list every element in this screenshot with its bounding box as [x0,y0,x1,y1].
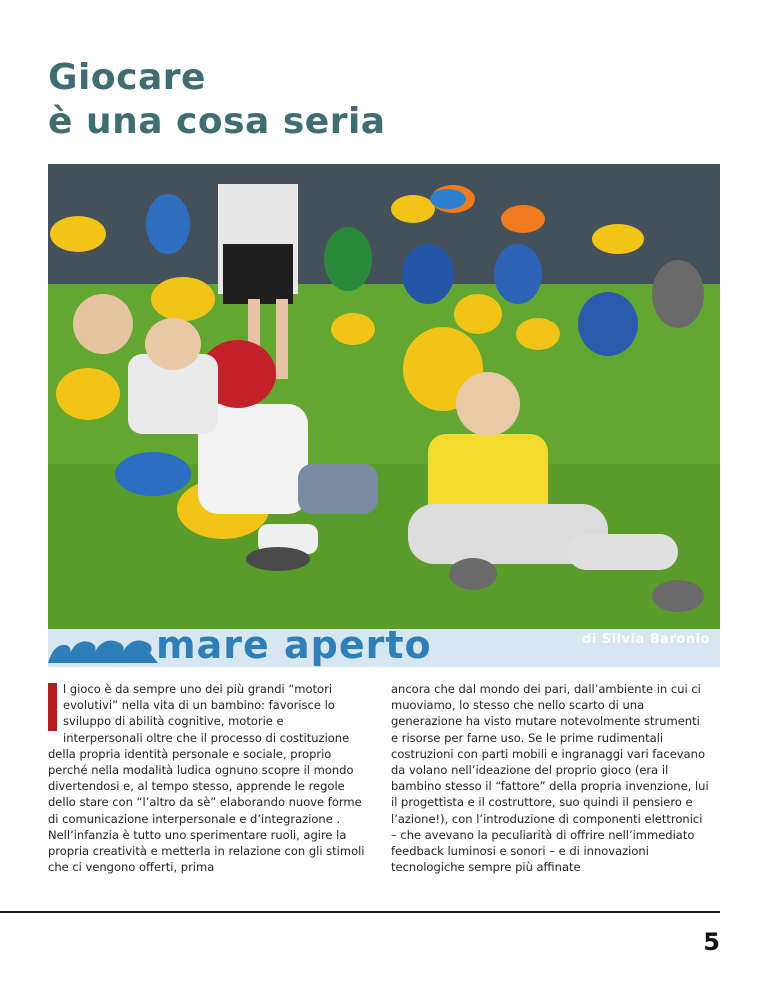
footer-rule [0,911,720,913]
paragraph: Nell’infanzia è tutto uno sperimentare ruoli, agire la propria creatività e metterla in relazione con gli stimoli che ci vengono offerti, prima [48,827,365,875]
photo-children-playing [48,164,720,629]
wave-icon [48,637,158,663]
page-number: 5 [703,928,720,956]
photo-illustration [48,164,720,629]
paragraph: l gioco è da sempre uno dei più grandi “motori evolutivi” nella vita di un bambino: favorisce lo sviluppo di abilità cognitive, motorie e interpersonali oltre che il processo di costituzione della propria identità personale e sociale, proprio perché nella modalità ludica ognuno scopre il mondo divertendosi e, al tempo stesso, apprende le regole dello stare con “l’altro da sè” elaborando nuove forme di comunicazione interpersonale e d’integrazione . [48,682,362,826]
section-banner [48,623,720,667]
title-line-2: è una cosa seria [48,101,386,142]
author-byline: di Silvia Baronio [582,632,710,647]
article-column-1 [48,681,366,875]
page-title [48,56,386,144]
dropcap-letter [48,683,57,731]
paragraph: ancora che dal mondo dei pari, dall’ambiente in cui ci muoviamo, lo stesso che nello scarto di una generazione ha visto mutare notevolmente strumenti e risorse per farne uso. Se le prime rudimentali costruzioni con parti mobili e ingranaggi vari facevano da volano nell’ideazione del proprio gioco (era il bambino stesso il “fattore” della propria invenzione, lui il progettista e il costruttore, suo quindi il pensiero e l’azione!), con l’introduzione di componenti elettronici – che avevano la peculiarità di offrire nell’immediato feedback luminosi e sonori – e di innovazioni tecnologiche sempre più affinate [391,682,709,875]
section-title: mare aperto [156,623,432,667]
article-column-2 [391,681,709,875]
dropcap [48,683,57,731]
title-line-1: Giocare [48,57,206,98]
